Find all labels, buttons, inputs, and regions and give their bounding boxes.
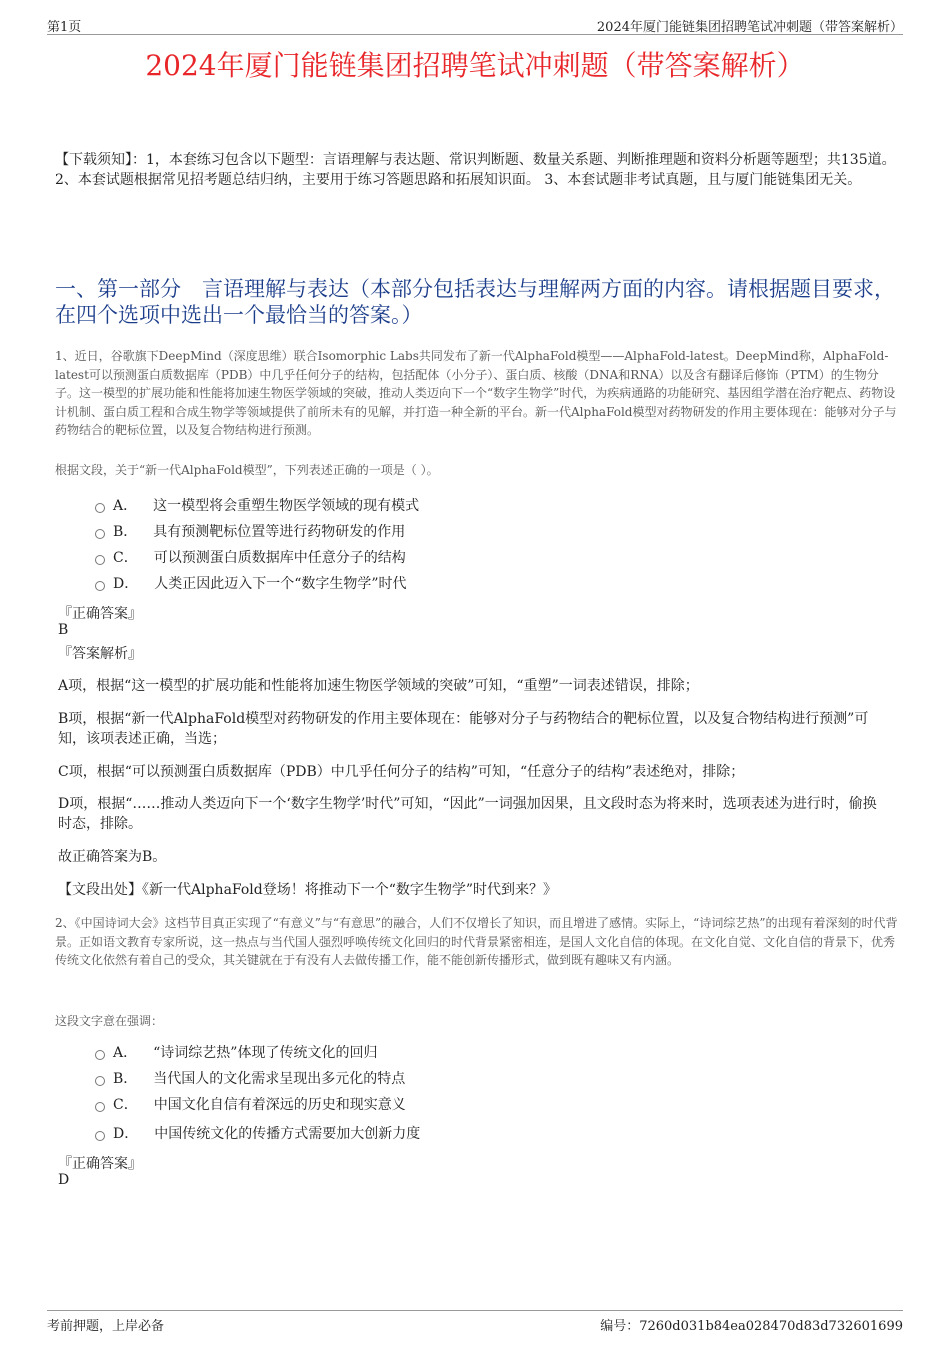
footer-code: 编号：7260d031b84ea028470d83d732601699 bbox=[600, 1319, 903, 1334]
q1-option-d[interactable]: D． 人类正因此迈入下一个“数字生物学”时代 bbox=[95, 574, 407, 594]
q1-option-c[interactable]: C． 可以预测蛋白质数据库中任意分子的结构 bbox=[95, 548, 406, 568]
q2-passage: 2、《中国诗词大会》这档节目真正实现了“有意义”与“有意思”的融合，人们不仅增长了知识，而且增进了感情。实际上，“诗词综艺热”的出现有着深刻的时代背景。正如语文教育专家所说，这一热点与当代国人强烈呼唤传统文化回归的时代背景紧密相连，是国人文化自信的体现。在文化自觉、文化自信的背景下，优秀传统文化依然有着自己的受众，其关键就在于有没有人去做传播工作，能不能创新传播形式，做到既有趣味又有内涵。 bbox=[55, 916, 898, 967]
q2-option-a[interactable]: A． “诗词综艺热”体现了传统文化的回归 bbox=[95, 1043, 377, 1063]
q2-stem: 这段文字意在强调： bbox=[55, 1014, 164, 1028]
q1-analysis-a: A项，根据“这一模型的扩展功能和性能将加速生物医学领域的突破”可知，“重塑”一词表述错误，排除； bbox=[58, 678, 699, 694]
footer-slogan: 考前押题，上岸必备 bbox=[47, 1319, 165, 1334]
q1-option-a[interactable]: A． 这一模型将会重塑生物医学领域的现有模式 bbox=[95, 496, 419, 516]
radio-icon[interactable] bbox=[95, 1050, 105, 1060]
q1-stem: 根据文段，关于“新一代AlphaFold模型”，下列表述正确的一项是（ ）。 bbox=[55, 463, 439, 477]
q1-analysis-d: D项，根据“……推动人类迈向下一个‘数字生物学’时代”可知，“因此”一词强加因果，且文段时态为将来时，选项表述为进行时，偷换时态，排除。 bbox=[58, 796, 877, 832]
document-title: 2024年厦门能链集团招聘笔试冲刺题（带答案解析） bbox=[145, 49, 805, 82]
q1-option-b[interactable]: B． 具有预测靶标位置等进行药物研发的作用 bbox=[95, 522, 405, 542]
q1-passage: 1、近日，谷歌旗下DeepMind（深度思维）联合Isomorphic Labs共同发布了新一代AlphaFold模型——AlphaFold-latest。DeepMind称，AlphaFold-latest可以预测蛋白质数据库（PDB）中几乎任何分子的结构，包括配体（小分子）、蛋白质、核酸（DNA和RNA）以及含有翻译后修饰（PTM）的生物分子。这一模型的扩展功能和性能将加速生物医学领域的突破，推动人类迈向下一个“数字生物学”时代，为疾病通路的功能研究、基因组学潜在治疗靶点、药物设计机制、蛋白质工程和合成生物学等领域提供了前所未有的见解，并打造一种全新的平台。新一代AlphaFold模型对药物研发的作用主要体现在：能够对分子与药物结合的靶标位置，以及复合物结构进行预测。 bbox=[55, 349, 897, 437]
q2-option-d[interactable]: D． 中国传统文化的传播方式需要加大创新力度 bbox=[95, 1124, 420, 1144]
radio-icon[interactable] bbox=[95, 555, 105, 565]
download-notice: 【下载须知】：1，本套练习包含以下题型：言语理解与表达题、常识判断题、数量关系题、判断推理题和资料分析题等题型；共135道。 2、本套试题根据常见招考题总结归纳，主要用于练习答题思路和拓展知识面。 3、本套试题非考试真题，且与厦门能链集团无关。 bbox=[55, 152, 896, 188]
radio-icon[interactable] bbox=[95, 1102, 105, 1112]
q1-analysis-c: C项，根据“可以预测蛋白质数据库（PDB）中几乎任何分子的结构”可知，“任意分子的结构”表述绝对，排除； bbox=[58, 764, 745, 780]
q1-answer: B bbox=[58, 622, 69, 638]
q1-analysis-label: 『答案解析』 bbox=[58, 646, 142, 662]
radio-icon[interactable] bbox=[95, 503, 105, 513]
q1-analysis-b: B项，根据“新一代AlphaFold模型对药物研发的作用主要体现在：能够对分子与药物结合的靶标位置，以及复合物结构进行预测”可知，该项表述正确，当选； bbox=[58, 711, 869, 747]
page-footer bbox=[47, 1310, 903, 1333]
q2-option-b[interactable]: B． 当代国人的文化需求呈现出多元化的特点 bbox=[95, 1069, 405, 1089]
section-heading: 一、第一部分 言语理解与表达（本部分包括表达与理解两方面的内容。请根据题目要求，在四个选项中选出一个最恰当的答案。） bbox=[55, 277, 895, 327]
header-doc-title: 2024年厦门能链集团招聘笔试冲刺题（带答案解析） bbox=[596, 20, 903, 35]
radio-icon[interactable] bbox=[95, 1076, 105, 1086]
page-header bbox=[47, 14, 903, 35]
radio-icon[interactable] bbox=[95, 529, 105, 539]
page-number: 第1页 bbox=[47, 20, 82, 35]
q2-option-c[interactable]: C． 中国文化自信有着深远的历史和现实意义 bbox=[95, 1095, 406, 1115]
q1-source: 【文段出处】《新一代AlphaFold登场！将推动下一个“数字生物学”时代到来？》 bbox=[58, 882, 558, 898]
q1-answer-label: 『正确答案』 bbox=[58, 606, 142, 622]
radio-icon[interactable] bbox=[95, 581, 105, 591]
q1-conclusion: 故正确答案为B。 bbox=[58, 849, 167, 865]
radio-icon[interactable] bbox=[95, 1131, 105, 1141]
q2-answer-label: 『正确答案』 bbox=[58, 1156, 142, 1172]
q2-answer: D bbox=[58, 1172, 70, 1188]
